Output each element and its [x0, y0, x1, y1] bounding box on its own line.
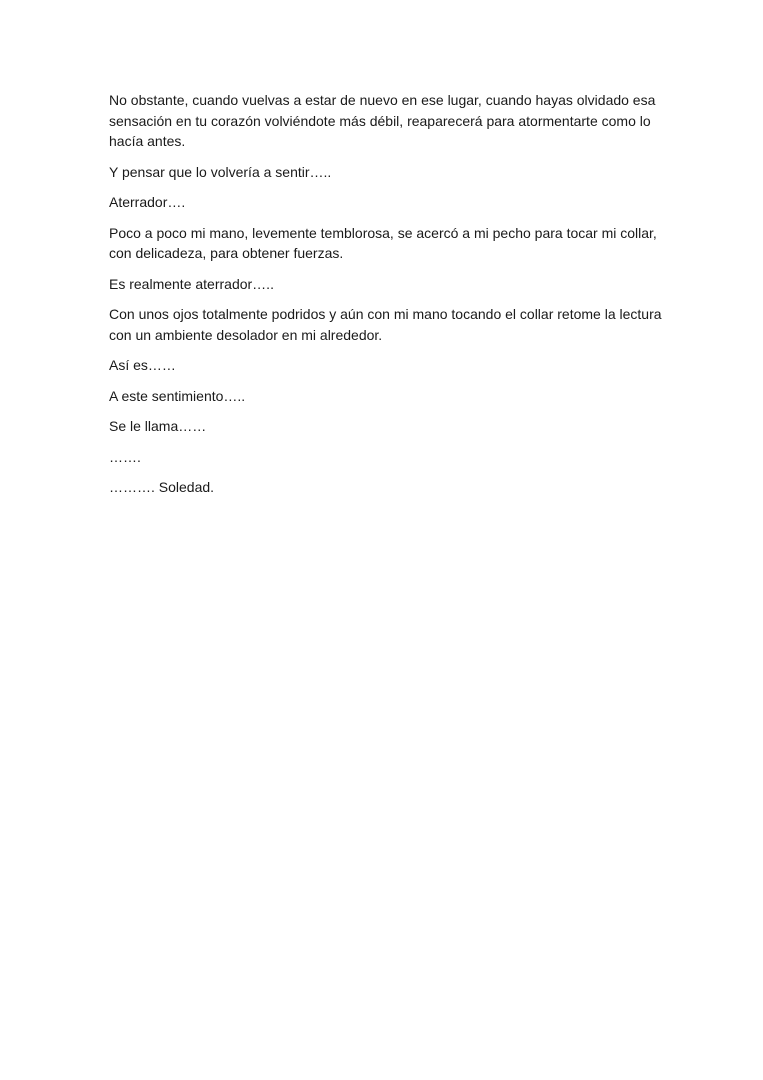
paragraph: Así es…… [109, 357, 176, 373]
paragraph: Poco a poco mi mano, levemente temblorosa, se acercó a mi pecho para tocar mi collar, con delicadeza, para obtener fuerzas. [109, 224, 657, 261]
paragraph: ………. Soledad. [109, 479, 215, 495]
paragraph: Con unos ojos totalmente podridos y aún con mi mano tocando el collar retome la lectura con un ambiente desolador en mi alrededor. [109, 306, 662, 343]
document-body [109, 90, 669, 508]
paragraph: Se le llama…… [109, 418, 207, 434]
paragraph: Y pensar que lo volvería a sentir….. [109, 163, 332, 180]
paragraph: Aterrador…. [109, 194, 186, 210]
paragraph: No obstante, cuando vuelvas a estar de nuevo en ese lugar, cuando hayas olvidado esa sensación en tu corazón volviéndote más débil, reaparecerá para atormentarte como lo hacía antes. [109, 92, 656, 149]
paragraph: A este sentimiento….. [109, 387, 246, 404]
paragraph: ……. [109, 448, 141, 465]
paragraph: Es realmente aterrador….. [109, 275, 274, 292]
